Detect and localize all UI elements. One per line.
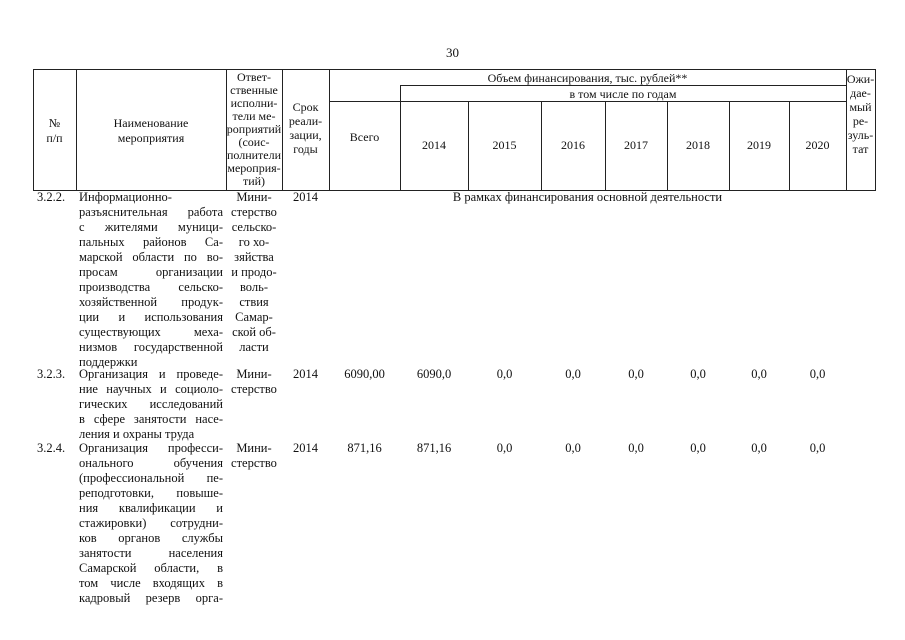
row-value-2017: 0,0 — [628, 367, 644, 381]
row-value-2020: 0,0 — [809, 441, 826, 455]
row-value-2014: 6090,0 — [416, 367, 452, 381]
header-funding-title: Объем финансирования, тыс. рублей** — [487, 71, 688, 85]
row-num: 3.2.2. — [37, 190, 66, 204]
page-number: 30 — [446, 45, 459, 60]
header-result: Ожи- дае- мый ре- зуль- тат — [846, 72, 875, 156]
row-responsible: Мини- стерство сельско- го хо- зяйства и продо- воль- ствия Самар- ской об- ласти — [231, 190, 277, 354]
header-year-2018: 2018 — [686, 138, 710, 152]
row-value-2019: 0,0 — [751, 367, 767, 381]
row-value-2018: 0,0 — [690, 367, 706, 381]
row-value-2020: 0,0 — [809, 367, 826, 381]
row-value-2016: 0,0 — [565, 367, 581, 381]
row-merged-note: В рамках финансирования основной деятельности — [452, 190, 723, 204]
row-name: Информационно- разъяснительная работа с жителями муници- пальных районов Са- марской области по во- просам организации производства сельско- хозяйственной продук- ции и использования существующих меха- низмов государственной поддержки — [79, 190, 223, 369]
header-total: Всего — [349, 130, 380, 144]
header-year-2017: 2017 — [624, 138, 648, 152]
row-term: 2014 — [293, 190, 318, 204]
header-name: Наименование мероприятия — [113, 116, 189, 145]
row-total: 6090,00 — [344, 367, 385, 381]
row-value-2017: 0,0 — [628, 441, 644, 455]
row-value-2015: 0,0 — [496, 367, 513, 381]
row-term: 2014 — [293, 367, 318, 381]
row-value-2018: 0,0 — [690, 441, 706, 455]
row-responsible: Мини- стерство — [231, 441, 277, 470]
header-year-2019: 2019 — [747, 138, 771, 152]
row-responsible: Мини- стерство — [231, 367, 277, 396]
row-name: Организация професси- онального обучения (профессиональной пе- реподготовки, повыше- ния квалификации и стажировки) сотрудни- ков органов службы занятости населения Самарской области, в том числе входящих в кадровый резерв орга- — [79, 441, 223, 605]
header-num: № п/п — [46, 116, 63, 145]
header-year-2014: 2014 — [422, 138, 446, 152]
row-num: 3.2.4. — [37, 441, 66, 455]
row-value-2014: 871,16 — [416, 441, 452, 455]
header-year-2016: 2016 — [561, 138, 585, 152]
row-value-2016: 0,0 — [565, 441, 581, 455]
row-name: Организация и проведе- ние научных и социоло- гических исследований в сфере занятости насе- ления и охраны труда — [79, 367, 223, 441]
row-value-2015: 0,0 — [496, 441, 513, 455]
header-by-years-title: в том числе по годам — [569, 87, 677, 101]
row-value-2019: 0,0 — [751, 441, 767, 455]
header-term: Срок реали- зации, годы — [288, 100, 323, 156]
header-responsible: Ответ- ственные исполни- тели ме- роприятий (соис- полнители мероприя- тий) — [226, 70, 282, 188]
header-year-2015: 2015 — [492, 138, 517, 152]
row-total: 871,16 — [347, 441, 382, 455]
row-num: 3.2.3. — [37, 367, 66, 381]
header-year-2020: 2020 — [805, 138, 830, 152]
row-term: 2014 — [293, 441, 318, 455]
